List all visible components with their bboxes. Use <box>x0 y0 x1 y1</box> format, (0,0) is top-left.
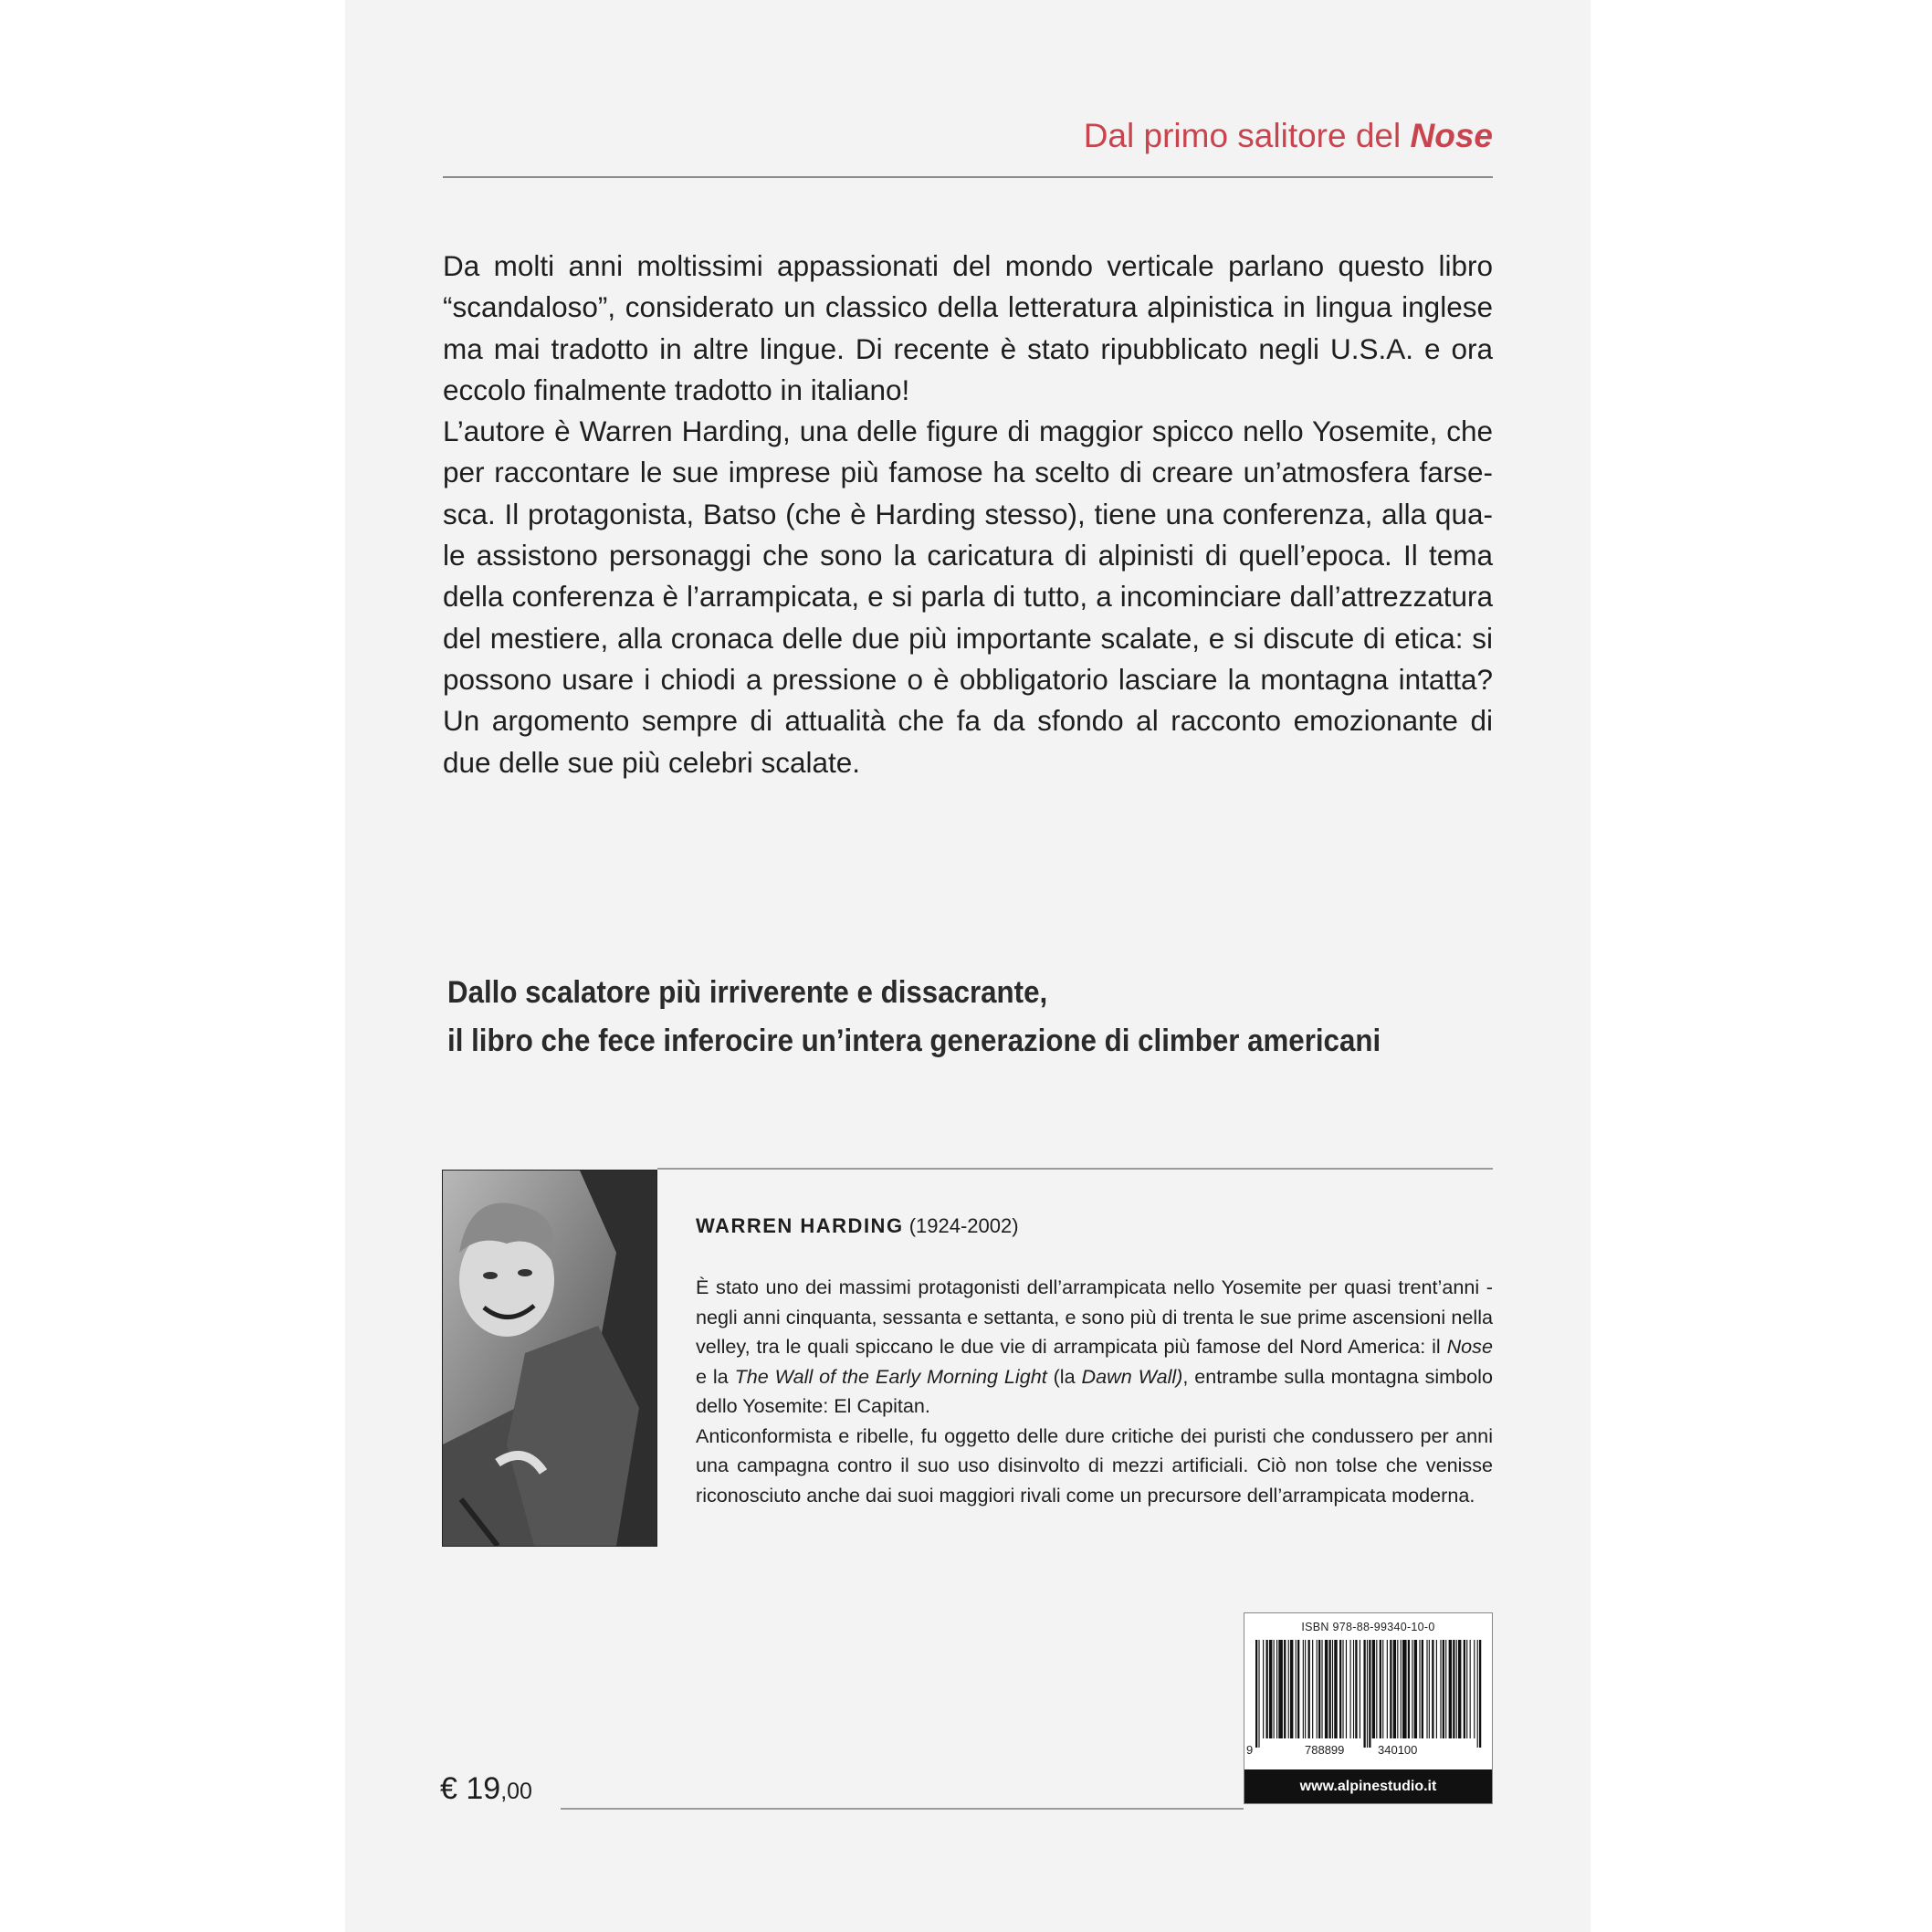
bio-title-nose: Nose <box>1446 1335 1493 1358</box>
barcode-bar <box>1449 1640 1452 1738</box>
barcode-bar <box>1419 1640 1420 1738</box>
barcode-bar <box>1353 1640 1354 1738</box>
barcode-digits-left: 788899 <box>1305 1743 1345 1757</box>
barcode-bar <box>1334 1640 1337 1738</box>
hook-line-1: Dallo scalatore più irriverente e dissacrante, <box>447 975 1048 1010</box>
barcode-bar <box>1408 1640 1410 1738</box>
barcode-bar <box>1303 1640 1304 1738</box>
barcode-bar <box>1355 1640 1357 1738</box>
barcode-bar <box>1321 1640 1322 1738</box>
barcode-bar <box>1363 1640 1365 1748</box>
barcode-bar <box>1284 1640 1286 1738</box>
barcode-bars <box>1255 1640 1483 1748</box>
barcode-bar <box>1305 1640 1306 1738</box>
price-main: € 19 <box>440 1771 501 1806</box>
author-years: (1924-2002) <box>908 1214 1019 1237</box>
synopsis <box>443 246 1493 783</box>
price-cents: ,00 <box>500 1779 532 1804</box>
isbn-text: ISBN 978-88-99340-10-0 <box>1301 1621 1435 1633</box>
tagline <box>1084 117 1493 155</box>
barcode-bar <box>1443 1640 1444 1738</box>
barcode-bar <box>1445 1640 1446 1738</box>
barcode-bar <box>1308 1640 1310 1738</box>
publisher-url: www.alpinestudio.it <box>1244 1769 1492 1803</box>
barcode-bar <box>1350 1640 1351 1738</box>
barcode-bar <box>1278 1640 1283 1738</box>
top-divider <box>443 176 1493 178</box>
bio-text: , entrambe sulla montagna simbolo dello Yosemite: El Capitan. <box>696 1364 1493 1417</box>
barcode-bar <box>1312 1640 1313 1738</box>
barcode-bar <box>1470 1640 1471 1738</box>
barcode-bar <box>1325 1640 1328 1738</box>
book-back-cover <box>345 0 1591 1932</box>
bio-text: e la <box>696 1364 735 1388</box>
barcode-bar <box>1477 1640 1478 1748</box>
barcode-bar <box>1479 1640 1481 1748</box>
bio-paragraph-2: Anticonformista e ribelle, fu oggetto delle dure critiche dei puristi che condussero per anni una campagna contro il suo uso disinvolto di mezzi artificiali. Ciò non tolse che venisse riconosciuto anche dai suoi maggiori rivali come un precursore dell’arrampicata moderna. <box>696 1423 1493 1507</box>
tagline-text: Dal primo salitore del <box>1083 117 1411 154</box>
price <box>440 1771 532 1807</box>
barcode-bar <box>1274 1640 1275 1738</box>
barcode-bar <box>1458 1640 1461 1738</box>
barcode-bar <box>1269 1640 1272 1738</box>
bio-title-dawn: Dawn Wall) <box>1081 1364 1183 1388</box>
barcode-digits-right: 340100 <box>1378 1743 1418 1757</box>
barcode-bar <box>1453 1640 1454 1738</box>
barcode-bar <box>1342 1640 1343 1738</box>
barcode-bar <box>1329 1640 1331 1738</box>
synopsis-paragraph-2: L’autore è Warren Harding, una delle figure di maggior spicco nello Yosemite, che per raccontare le sue imprese più famose ha scelto di creare un’atmosfera farsesca. Il protagonista, Batso (che è Harding stesso), tiene una conferenza, alla quale assistono personaggi che sono la caricatura di alpinisti di quell’epoca. Il tema della conferenza è l’arrampicata, e si parla di tutto, a incominciare dall’attrezzatura del mestiere, alla cronaca delle due più importante scalate, e si discute di etica: si possono usare i chiodi a pressione o è obbligatorio lasciare la montagna intatta? Un argomento sempre di attualità che fa da sfondo al racconto emozionante di due delle sue più celebri scalate. <box>443 415 1493 779</box>
barcode-bar <box>1440 1640 1441 1738</box>
barcode-bar <box>1276 1640 1277 1738</box>
barcode-bar <box>1346 1640 1347 1738</box>
tagline-emphasis: Nose <box>1410 117 1493 154</box>
barcode-bar <box>1288 1640 1289 1738</box>
barcode-bar <box>1318 1640 1320 1738</box>
author-photo <box>442 1170 657 1547</box>
barcode-bar <box>1429 1640 1430 1738</box>
barcode-bar <box>1393 1640 1396 1738</box>
barcode-bar <box>1367 1640 1368 1748</box>
barcode-bar <box>1401 1640 1402 1738</box>
barcode-bar <box>1255 1640 1257 1748</box>
bio-title-wall: The Wall of the Early Morning Light <box>734 1364 1047 1388</box>
barcode-bar <box>1376 1640 1377 1738</box>
barcode-bar <box>1464 1640 1465 1738</box>
bottom-divider <box>561 1808 1244 1810</box>
author-heading <box>696 1214 1019 1238</box>
barcode-bar <box>1372 1640 1375 1738</box>
hook-quote <box>447 969 1413 1066</box>
bio-text: (la <box>1046 1364 1082 1388</box>
barcode-bar <box>1290 1640 1293 1738</box>
barcode-bar <box>1432 1640 1433 1738</box>
barcode-bar <box>1402 1640 1407 1738</box>
barcode-bar <box>1474 1640 1475 1738</box>
barcode-bar <box>1456 1640 1457 1738</box>
barcode-bar <box>1263 1640 1264 1738</box>
author-bio <box>696 1273 1493 1510</box>
bio-paragraph-1 <box>696 1273 1493 1422</box>
barcode-bar <box>1297 1640 1299 1738</box>
bio-text: È stato uno dei massimi protagonisti dell’arrampicata nello Yosemite per quasi trent’anni - negli anni cinquanta, sessanta e settanta, e sono più di trenta le sue prime ascensioni nella velley, tra le quali spiccano le due vie di arrampicata più famose del Nord America: il <box>696 1276 1493 1358</box>
barcode-bar <box>1339 1640 1341 1738</box>
barcode-bar <box>1466 1640 1467 1738</box>
barcode-bar <box>1422 1640 1423 1738</box>
author-divider <box>657 1168 1493 1170</box>
author-name: WARREN HARDING <box>696 1214 904 1237</box>
barcode-bar <box>1317 1640 1318 1738</box>
synopsis-paragraph-1: Da molti anni moltissimi appassionati del mondo verticale parlano questo libro “scandaloso”, considerato un classico della letteratura alpinistica in lingua inglese ma mai tradotto in altre lingue. Di recente è stato ripubblicato negli U.S.A. e ora eccolo finalmente tradotto in italiano! <box>443 249 1493 406</box>
barcode-bar <box>1436 1640 1437 1738</box>
barcode-bar <box>1397 1640 1398 1738</box>
barcode-bar <box>1390 1640 1391 1738</box>
barcode-bar <box>1258 1640 1259 1748</box>
barcode-bar <box>1414 1640 1417 1738</box>
barcode-bar <box>1387 1640 1388 1738</box>
barcode-bar <box>1380 1640 1381 1738</box>
barcode-bar <box>1266 1640 1268 1738</box>
barcode-bar <box>1382 1640 1383 1738</box>
barcode-box <box>1244 1612 1493 1804</box>
barcode-bar <box>1369 1640 1370 1748</box>
barcode-digit-first: 9 <box>1246 1743 1254 1757</box>
barcode-bar <box>1296 1640 1297 1738</box>
barcode-bar <box>1426 1640 1427 1738</box>
barcode-bar <box>1332 1640 1333 1738</box>
hook-line-2: il libro che fece inferocire un’intera generazione di climber americani <box>447 1024 1381 1058</box>
